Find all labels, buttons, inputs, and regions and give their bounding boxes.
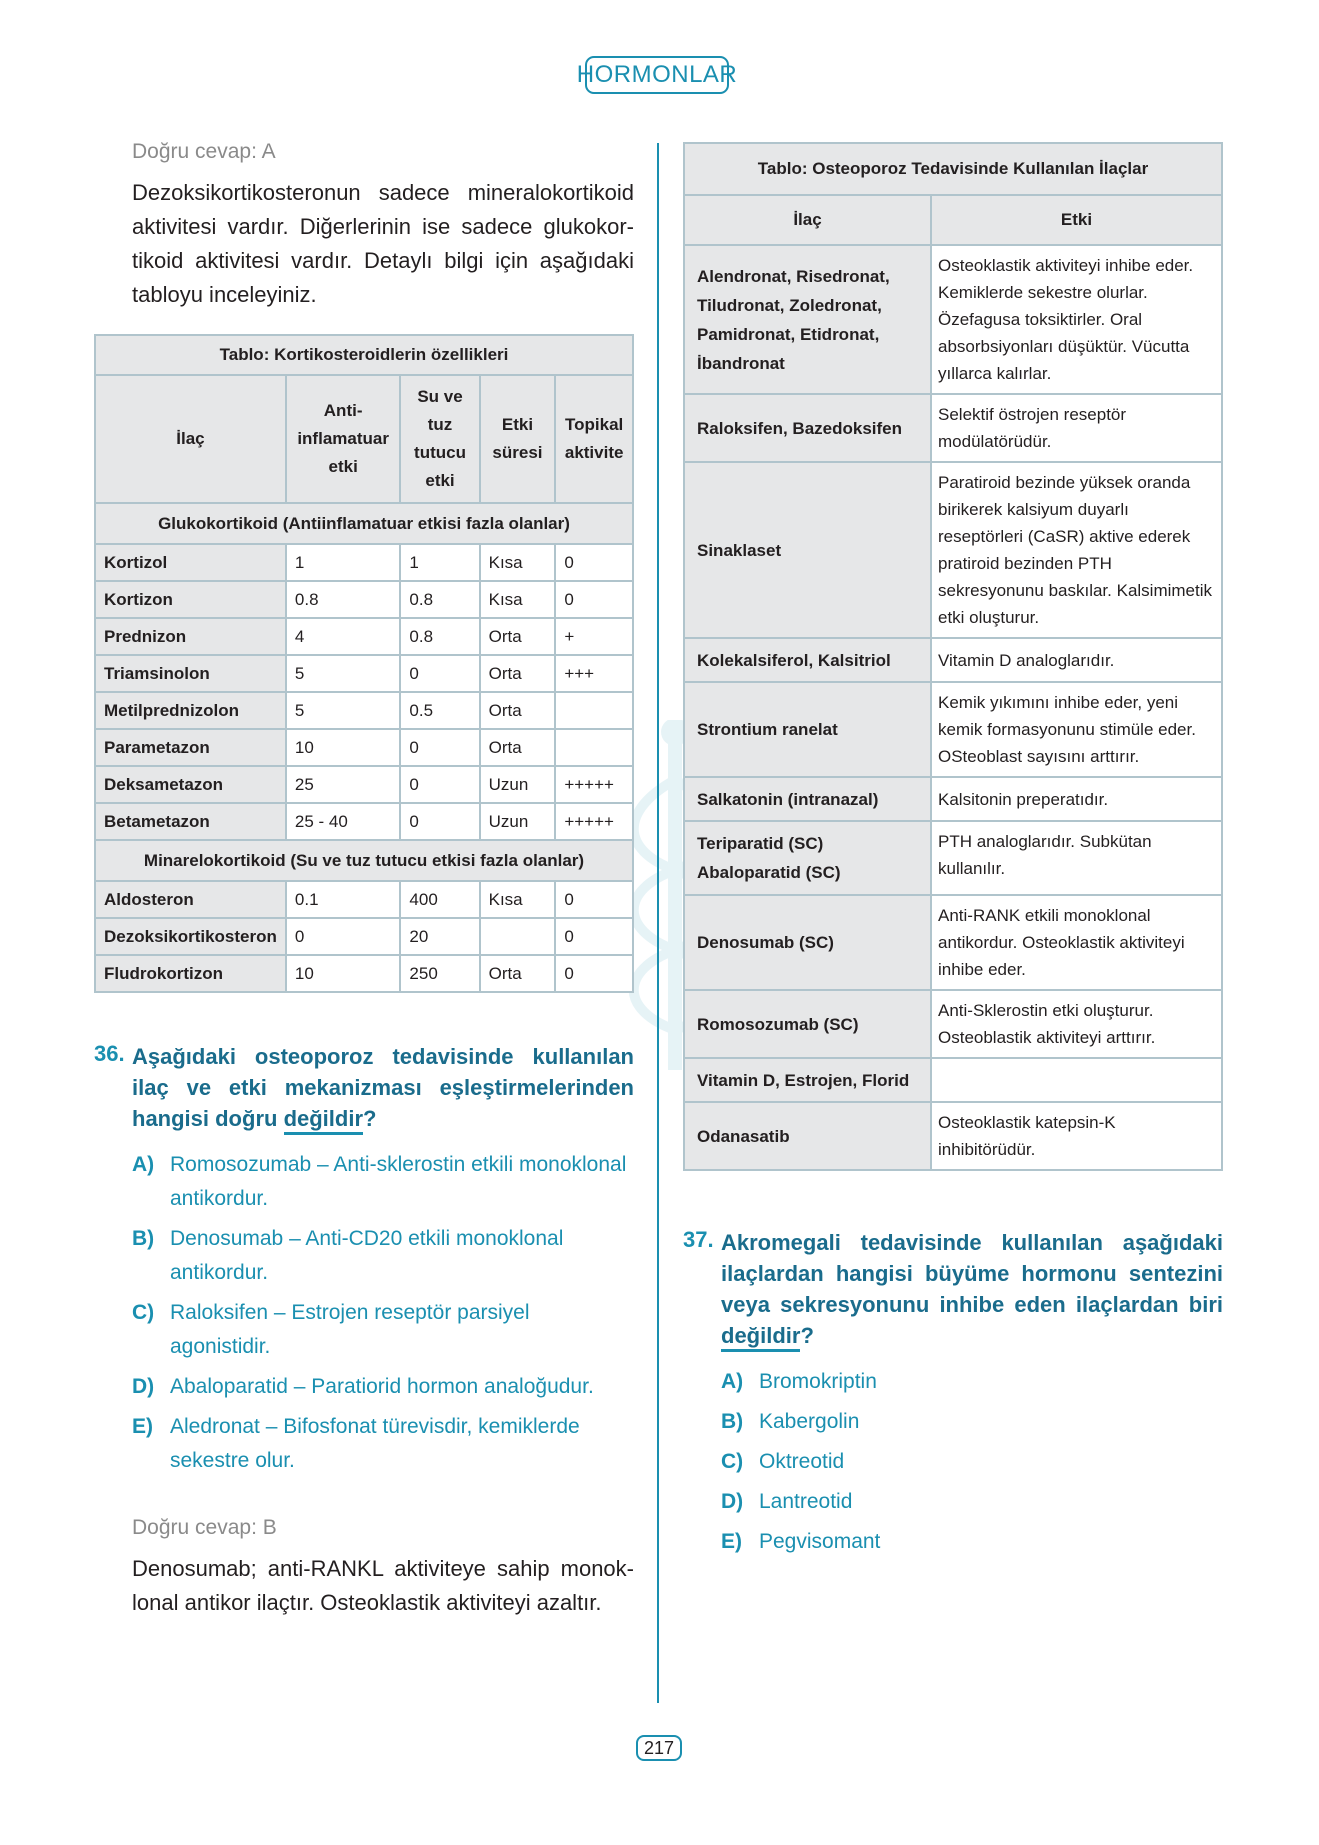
option-letter: C)	[132, 1301, 155, 1324]
answer-label-1: Doğru cevap: A	[132, 140, 276, 163]
value-cell: +++++	[555, 766, 633, 803]
corticosteroid-table	[94, 334, 634, 993]
value-cell: 0	[400, 655, 479, 692]
table-row	[95, 881, 633, 918]
drug-name-cell: Salkatonin (intranazal)	[684, 777, 931, 821]
value-cell: 10	[286, 955, 401, 992]
table-row	[684, 394, 1222, 462]
value-cell: 0.8	[400, 618, 479, 655]
section-header-badge: HORMONLAR	[585, 56, 729, 94]
value-cell: 250	[400, 955, 479, 992]
value-cell: Orta	[480, 729, 556, 766]
drug-name-cell: Alendronat, Risedronat, Tiludronat, Zoledronat, Pamidronat, Etidronat, İbandronat	[684, 245, 931, 394]
drug-name-cell: Sinaklaset	[684, 462, 931, 638]
table-header: Topikal aktivite	[555, 375, 633, 503]
table-row	[95, 729, 633, 766]
value-cell	[555, 692, 633, 729]
answer-explanation-2: Denosumab; anti-RANKL aktiviteye sahip monok-lonal antikor ilaçtır. Osteoklastik aktiviteyi azaltır.	[132, 1556, 634, 1615]
question-text: Aşağıdaki osteoporoz tedavisinde kullanılan ilaç ve etki mekanizması eşleştirmelerinden hangisi doğru değildir?	[132, 1041, 634, 1134]
value-cell: 0	[555, 581, 633, 618]
question-text: Akromegali tedavisinde kullanılan aşağıdaki ilaçlardan hangisi büyüme hormonu sentezini veya sekresyonunu inhibe eden ilaçlardan biri değildir?	[721, 1227, 1223, 1351]
table-row	[95, 766, 633, 803]
drug-name-cell: Kortizon	[95, 581, 286, 618]
option-text: Raloksifen – Estrojen reseptör parsiyel agonistidir.	[170, 1301, 530, 1358]
emphasis-word: değildir	[284, 1106, 363, 1135]
value-cell: 1	[400, 544, 479, 581]
table-row	[95, 803, 633, 840]
drug-name-cell: Aldosteron	[95, 881, 286, 918]
option-text: Abaloparatid – Paratiorid hormon analoğudur.	[170, 1375, 594, 1398]
value-cell: 1	[286, 544, 401, 581]
value-cell	[555, 729, 633, 766]
value-cell: Orta	[480, 655, 556, 692]
table-row	[95, 618, 633, 655]
value-cell: Kısa	[480, 581, 556, 618]
question-number: 36.	[94, 1041, 125, 1066]
table-row	[684, 638, 1222, 682]
table-row	[684, 777, 1222, 821]
effect-cell: Paratiroid bezinde yüksek oranda birikerek kalsiyum duyarlı reseptörleri (CaSR) aktive ederek pratiroid bezinden PTH sekresyonunu baskılar. Kalsimimetik etki oluşturur.	[931, 462, 1222, 638]
option-letter: D)	[721, 1490, 744, 1513]
value-cell: 0	[286, 918, 401, 955]
left-column	[94, 132, 634, 1620]
table-row	[95, 692, 633, 729]
table-header: Su ve tuz tutucu etki	[400, 375, 479, 503]
table-group-label: Minarelokortikoid (Su ve tuz tutucu etkisi fazla olanlar)	[95, 840, 633, 881]
option-text: Lantreotid	[759, 1490, 853, 1513]
answer-option	[721, 1445, 1223, 1479]
value-cell: 400	[400, 881, 479, 918]
option-text: Oktreotid	[759, 1450, 845, 1473]
table-header: İlaç	[95, 375, 286, 503]
value-cell: 4	[286, 618, 401, 655]
answer-option	[721, 1525, 1223, 1559]
effect-cell: Selektif östrojen reseptör modülatörüdür.	[931, 394, 1222, 462]
page-number: 217	[636, 1735, 682, 1761]
answer-option	[132, 1148, 634, 1216]
table-group-label: Glukokortikoid (Antiinflamatuar etkisi fazla olanlar)	[95, 503, 633, 544]
answer-option	[132, 1296, 634, 1364]
value-cell: Uzun	[480, 766, 556, 803]
table-row	[684, 1058, 1222, 1102]
effect-cell: Kalsitonin preperatıdır.	[931, 777, 1222, 821]
table-row	[684, 990, 1222, 1058]
value-cell: +	[555, 618, 633, 655]
answer-explanation-1: Dezoksikortikosteronun sadece mineralokortikoid aktivitesi vardır. Diğerlerinin ise sadece glukokor-tikoid aktivitesi vardır. Detaylı bilgi için aşağıdaki tabloyu inceleyiniz.	[132, 180, 634, 307]
drug-name-cell: Parametazon	[95, 729, 286, 766]
value-cell: 10	[286, 729, 401, 766]
drug-name-cell: Prednizon	[95, 618, 286, 655]
value-cell: 0	[555, 544, 633, 581]
table-row	[684, 895, 1222, 990]
effect-cell: Vitamin D analoglarıdır.	[931, 638, 1222, 682]
question-37	[683, 1227, 1223, 1559]
effect-cell: Osteoklastik katepsin-K inhibitörüdür.	[931, 1102, 1222, 1170]
table-row	[684, 462, 1222, 638]
drug-name-cell: Odanasatib	[684, 1102, 931, 1170]
answer-options	[132, 1148, 634, 1478]
table-row	[95, 955, 633, 992]
option-letter: B)	[132, 1227, 155, 1250]
table-row	[95, 581, 633, 618]
value-cell: 25 - 40	[286, 803, 401, 840]
value-cell: Kısa	[480, 881, 556, 918]
table-row	[684, 821, 1222, 895]
value-cell: 0	[400, 766, 479, 803]
option-letter: A)	[721, 1370, 744, 1393]
drug-name-cell: Kortizol	[95, 544, 286, 581]
value-cell: 0	[555, 881, 633, 918]
value-cell: Uzun	[480, 803, 556, 840]
value-cell: 5	[286, 692, 401, 729]
table-row	[95, 918, 633, 955]
value-cell: 5	[286, 655, 401, 692]
answer-option	[132, 1222, 634, 1290]
question-36	[94, 1041, 634, 1478]
value-cell: 0.8	[400, 581, 479, 618]
value-cell: 0.5	[400, 692, 479, 729]
drug-name-cell: Fludrokortizon	[95, 955, 286, 992]
effect-cell: Osteoklastik aktiviteyi inhibe eder. Kemiklerde sekestre olurlar. Özefagusa toksiktirler. Oral absorbsiyonları düşüktür. Vücutta yıllarca kalırlar.	[931, 245, 1222, 394]
value-cell: +++++	[555, 803, 633, 840]
question-number: 37.	[683, 1227, 714, 1252]
option-text: Romosozumab – Anti-sklerostin etkili monoklonal antikordur.	[170, 1153, 627, 1210]
value-cell: +++	[555, 655, 633, 692]
table-header: Anti-inflamatuar etki	[286, 375, 401, 503]
value-cell: Orta	[480, 618, 556, 655]
table-caption: Tablo: Osteoporoz Tedavisinde Kullanılan İlaçlar	[684, 143, 1222, 195]
right-column	[683, 142, 1223, 1565]
drug-name-cell: Vitamin D, Estrojen, Florid	[684, 1058, 931, 1102]
drug-name-cell: Teriparatid (SC) Abaloparatid (SC)	[684, 821, 931, 895]
drug-name-cell: Dezoksikortikosteron	[95, 918, 286, 955]
drug-name-cell: Strontium ranelat	[684, 682, 931, 777]
option-text: Kabergolin	[759, 1410, 860, 1433]
drug-name-cell: Deksametazon	[95, 766, 286, 803]
effect-cell: Kemik yıkımını inhibe eder, yeni kemik formasyonunu stimüle eder. OSteoblast sayısını arttırır.	[931, 682, 1222, 777]
emphasis-word: değildir	[721, 1323, 800, 1352]
answer-option	[721, 1485, 1223, 1519]
answer-option	[721, 1365, 1223, 1399]
table-row	[684, 1102, 1222, 1170]
value-cell: 0	[400, 803, 479, 840]
option-text: Aledronat – Bifosfonat türevisdir, kemiklerde sekestre olur.	[170, 1415, 580, 1472]
table-header: Etki	[931, 195, 1222, 245]
table-row	[684, 682, 1222, 777]
effect-cell: Anti-RANK etkili monoklonal antikordur. Osteoklastik aktiviteyi inhibe eder.	[931, 895, 1222, 990]
effect-cell: PTH analoglarıdır. Subkütan kullanılır.	[931, 821, 1222, 895]
option-letter: A)	[132, 1153, 155, 1176]
table-header: İlaç	[684, 195, 931, 245]
drug-name-cell: Raloksifen, Bazedoksifen	[684, 394, 931, 462]
value-cell: 25	[286, 766, 401, 803]
value-cell: Orta	[480, 692, 556, 729]
option-text: Pegvisomant	[759, 1530, 881, 1553]
osteoporosis-drug-table	[683, 142, 1223, 1171]
drug-name-cell: Metilprednizolon	[95, 692, 286, 729]
table-header: Etki süresi	[480, 375, 556, 503]
option-text: Denosumab – Anti-CD20 etkili monoklonal antikordur.	[170, 1227, 564, 1284]
value-cell	[480, 918, 556, 955]
effect-cell: Anti-Sklerostin etki oluşturur. Osteoblastik aktiviteyi arttırır.	[931, 990, 1222, 1058]
option-letter: B)	[721, 1410, 744, 1433]
value-cell: 0	[555, 955, 633, 992]
option-letter: C)	[721, 1450, 744, 1473]
answer-options	[721, 1365, 1223, 1559]
drug-name-cell: Triamsinolon	[95, 655, 286, 692]
value-cell: 20	[400, 918, 479, 955]
value-cell: Kısa	[480, 544, 556, 581]
option-letter: E)	[721, 1530, 742, 1553]
value-cell: 0	[555, 918, 633, 955]
effect-cell	[931, 1058, 1222, 1102]
drug-name-cell: Denosumab (SC)	[684, 895, 931, 990]
drug-name-cell: Kolekalsiferol, Kalsitriol	[684, 638, 931, 682]
option-letter: E)	[132, 1415, 153, 1438]
value-cell: 0	[400, 729, 479, 766]
answer-option	[132, 1370, 634, 1404]
table-caption: Tablo: Kortikosteroidlerin özellikleri	[95, 335, 633, 375]
option-letter: D)	[132, 1375, 155, 1398]
answer-label-2: Doğru cevap: B	[132, 1516, 277, 1539]
value-cell: 0.1	[286, 881, 401, 918]
table-row	[95, 655, 633, 692]
table-row	[95, 544, 633, 581]
option-text: Bromokriptin	[759, 1370, 877, 1393]
answer-option	[132, 1410, 634, 1478]
drug-name-cell: Betametazon	[95, 803, 286, 840]
value-cell: Orta	[480, 955, 556, 992]
answer-option	[721, 1405, 1223, 1439]
drug-name-cell: Romosozumab (SC)	[684, 990, 931, 1058]
value-cell: 0.8	[286, 581, 401, 618]
table-row	[684, 245, 1222, 394]
